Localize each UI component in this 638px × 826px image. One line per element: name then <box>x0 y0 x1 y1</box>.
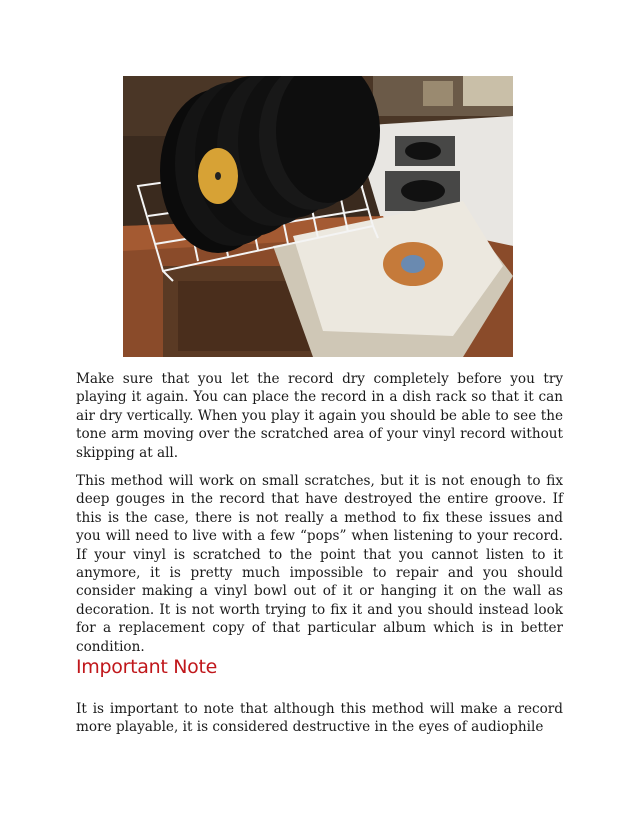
paragraph-important-note: It is important to note that although this method will make a record more playable, it is considered destructive in the eyes of audiophile <box>76 701 563 736</box>
paragraph-drying: Make sure that you let the record dry completely before you try playing it again. You can place the record in a dish rack so that it can air dry vertically. When you play it again you should be able to see the tone arm moving over the scratched area of your vinyl record without skipping at all. <box>76 371 563 461</box>
important-note-heading: Important Note <box>76 656 218 678</box>
vinyl-records-photo <box>123 76 513 357</box>
paragraph-deep-scratches: This method will work on small scratches, but it is not enough to fix deep gouges in the record that have destroyed the entire groove. If this is the case, there is not really a method to fix these issues and you will need to live with a few “pops” when listening to your record. If your vinyl is scratched to the point that you cannot listen to it anymore, it is pretty much impossible to repair and you should consider making a vinyl bowl out of it or hanging it on the wall as decoration. It is not worth trying to fix it and you should instead look for a replacement copy of that particular album which is in better condition. <box>76 473 563 655</box>
